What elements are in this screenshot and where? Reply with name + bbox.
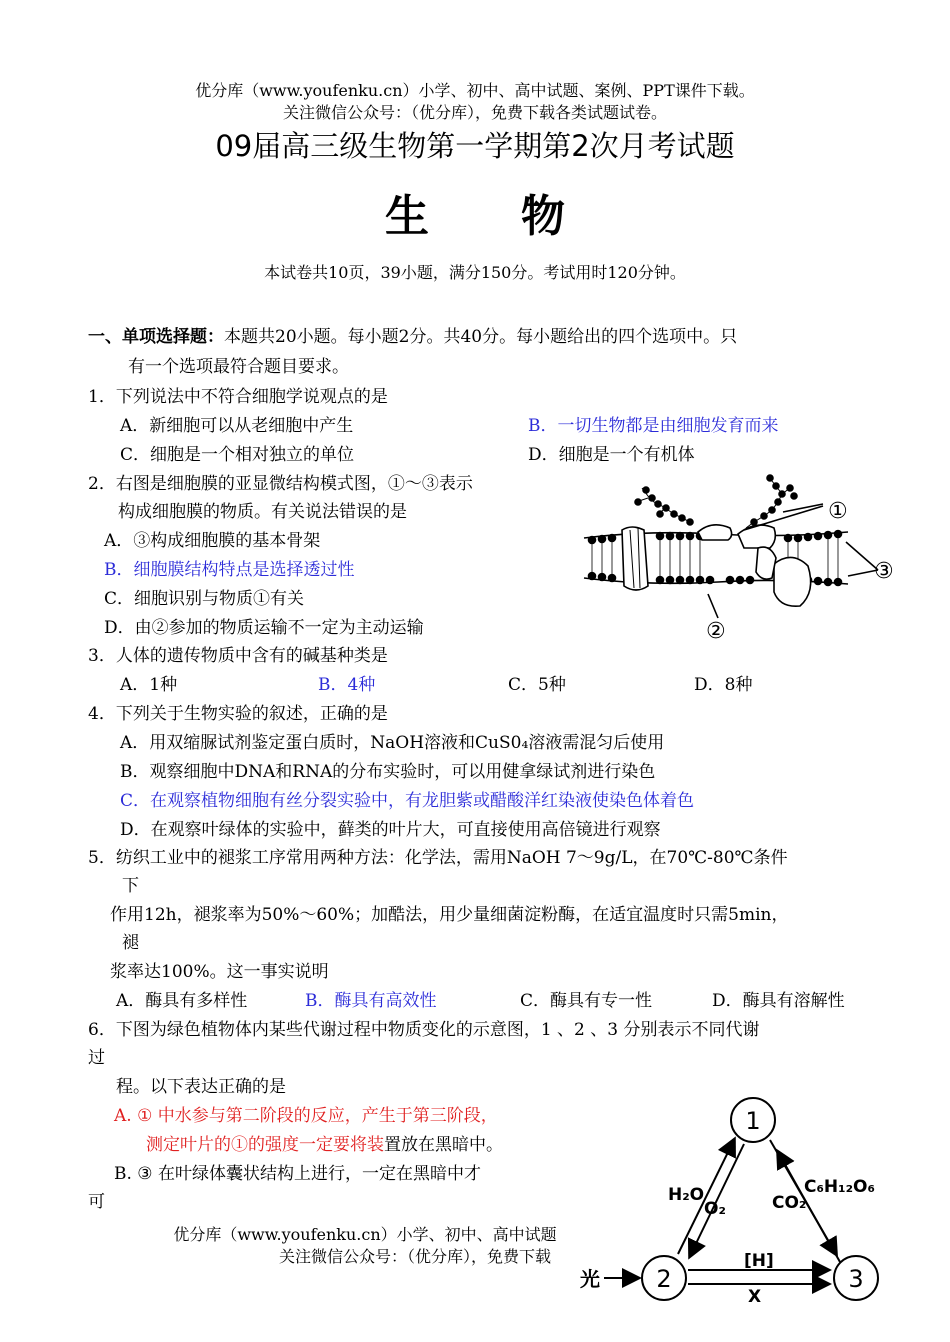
- co2-label: CO₂: [772, 1193, 807, 1213]
- membrane-diagram: [578, 468, 898, 648]
- q5-option-d: D．酶具有溶解性: [712, 991, 845, 1011]
- q6-option-a-cont-black: 置放在黑暗中。: [384, 1135, 503, 1155]
- section-description-cont: 有一个选项最符合题目要求。: [128, 357, 349, 377]
- q1-option-b: B．一切生物都是由细胞发育而来: [528, 416, 779, 436]
- q2-option-b: B．细胞膜结构特点是选择透过性: [104, 560, 355, 580]
- q5-stem-line-2-wrap: 褪: [122, 933, 139, 953]
- q2-option-d: D．由②参加的物质运输不一定为主动运输: [104, 618, 424, 638]
- membrane-label-2: ②: [706, 619, 726, 644]
- q4-option-c: C．在观察植物细胞有丝分裂实验中，有龙胆紫或醋酸洋红染液使染色体着色: [120, 791, 695, 811]
- nadph-label: [H]: [744, 1251, 774, 1271]
- q6-option-b-cont: 可: [88, 1192, 105, 1212]
- q2-option-c: C．细胞识别与物质①有关: [104, 589, 305, 609]
- glucose-label: C₆H₁₂O₆: [804, 1177, 875, 1197]
- process-1-label: 1: [745, 1107, 761, 1135]
- q1-stem: 1．下列说法中不符合细胞学说观点的是: [88, 387, 388, 407]
- metabolism-diagram: [578, 1094, 898, 1328]
- q5-stem-line-3: 浆率达100%。这一事实说明: [110, 962, 329, 982]
- footer-line-1: 优分库（www.youfenku.cn）小学、初中、高中试题: [173, 1225, 557, 1244]
- q3-option-b: B．4种: [318, 675, 376, 695]
- q5-option-b: B．酶具有高效性: [305, 991, 437, 1011]
- section-description: 本题共20小题。每小题2分。共40分。每小题给出的四个选项中。只: [224, 327, 738, 347]
- q4-option-b: B．观察细胞中DNA和RNA的分布实验时，可以用健拿绿试剂进行染色: [120, 762, 656, 782]
- q2-stem-cont: 构成细胞膜的物质。有关说法错误的是: [118, 502, 407, 522]
- q2-stem: 2．右图是细胞膜的亚显微结构模式图，①～③表示: [88, 474, 473, 494]
- process-2-label: 2: [656, 1265, 672, 1293]
- h2o-label: H₂O: [668, 1185, 705, 1205]
- q4-stem: 4．下列关于生物实验的叙述，正确的是: [88, 704, 388, 724]
- exam-intro: 本试卷共10页，39小题，满分150分。考试用时120分钟。: [264, 263, 686, 282]
- subject-title: 生物: [385, 191, 657, 242]
- q4-option-a: A．用双缩脲试剂鉴定蛋白质时，NaOH溶液和CuS0₄溶液需混匀后使用: [120, 733, 665, 753]
- process-3-label: 3: [848, 1265, 864, 1293]
- membrane-label-1: ①: [828, 499, 848, 524]
- q1-option-c: C．细胞是一个相对独立的单位: [120, 445, 355, 465]
- q5-option-c: C．酶具有专一性: [520, 991, 653, 1011]
- q4-option-d: D．在观察叶绿体的实验中，藓类的叶片大，可直接使用高倍镜进行观察: [120, 820, 661, 840]
- x-label: X: [748, 1287, 762, 1307]
- footer-line-2: 关注微信公众号：（优分库），免费下载: [278, 1247, 551, 1266]
- q6-option-a-cont-red: 测定叶片的①的强度一定要将装: [146, 1135, 384, 1155]
- q6-option-b: B. ③ 在叶绿体囊状结构上进行，一定在黑暗中才: [114, 1164, 481, 1184]
- q6-stem-line-2: 程。以下表达正确的是: [116, 1077, 286, 1097]
- q3-option-a: A．1种: [120, 675, 178, 695]
- q6-stem-line-1: 6．下图为绿色植物体内某些代谢过程中物质变化的示意图，1 、2 、3 分别表示不同代谢: [88, 1020, 760, 1040]
- q2-option-a: A．③构成细胞膜的基本骨架: [104, 531, 321, 551]
- q6-stem-line-1-wrap: 过: [88, 1048, 105, 1068]
- q3-option-d: D．8种: [694, 675, 753, 695]
- q3-stem: 3．人体的遗传物质中含有的碱基种类是: [88, 646, 388, 666]
- q5-stem-line-2: 作用12h，褪浆率为50%～60%；加酷法，用少量细菌淀粉酶，在适宜温度时只需5min，: [110, 905, 789, 925]
- q3-option-c: C．5种: [508, 675, 566, 695]
- light-label: 光: [580, 1267, 600, 1291]
- section-heading: [88, 322, 737, 347]
- q6-option-a-cont: [146, 1130, 503, 1155]
- page-title: 09届高三级生物第一学期第2次月考试题: [215, 129, 735, 163]
- membrane-label-3: ③: [874, 559, 894, 584]
- q1-option-a: A．新细胞可以从老细胞中产生: [120, 416, 354, 436]
- header-line-1: 优分库（www.youfenku.cn）小学、初中、高中试题、案例、PPT课件下载。: [195, 81, 755, 100]
- q1-option-d: D．细胞是一个有机体: [528, 445, 695, 465]
- q5-option-a: A．酶具有多样性: [116, 991, 248, 1011]
- header-line-2: 关注微信公众号：（优分库），免费下载各类试题试卷。: [282, 103, 667, 122]
- o2-label: O₂: [704, 1199, 726, 1219]
- q5-stem-line-1: 5．纺织工业中的褪浆工序常用两种方法：化学法，需用NaOH 7～9g/L，在70℃-80℃条件: [88, 848, 788, 868]
- q6-option-a: A. ① 中水参与第二阶段的反应，产生于第三阶段，: [114, 1106, 498, 1126]
- section-title: 一、单项选择题：: [88, 327, 224, 347]
- q5-stem-line-1-wrap: 下: [122, 876, 139, 896]
